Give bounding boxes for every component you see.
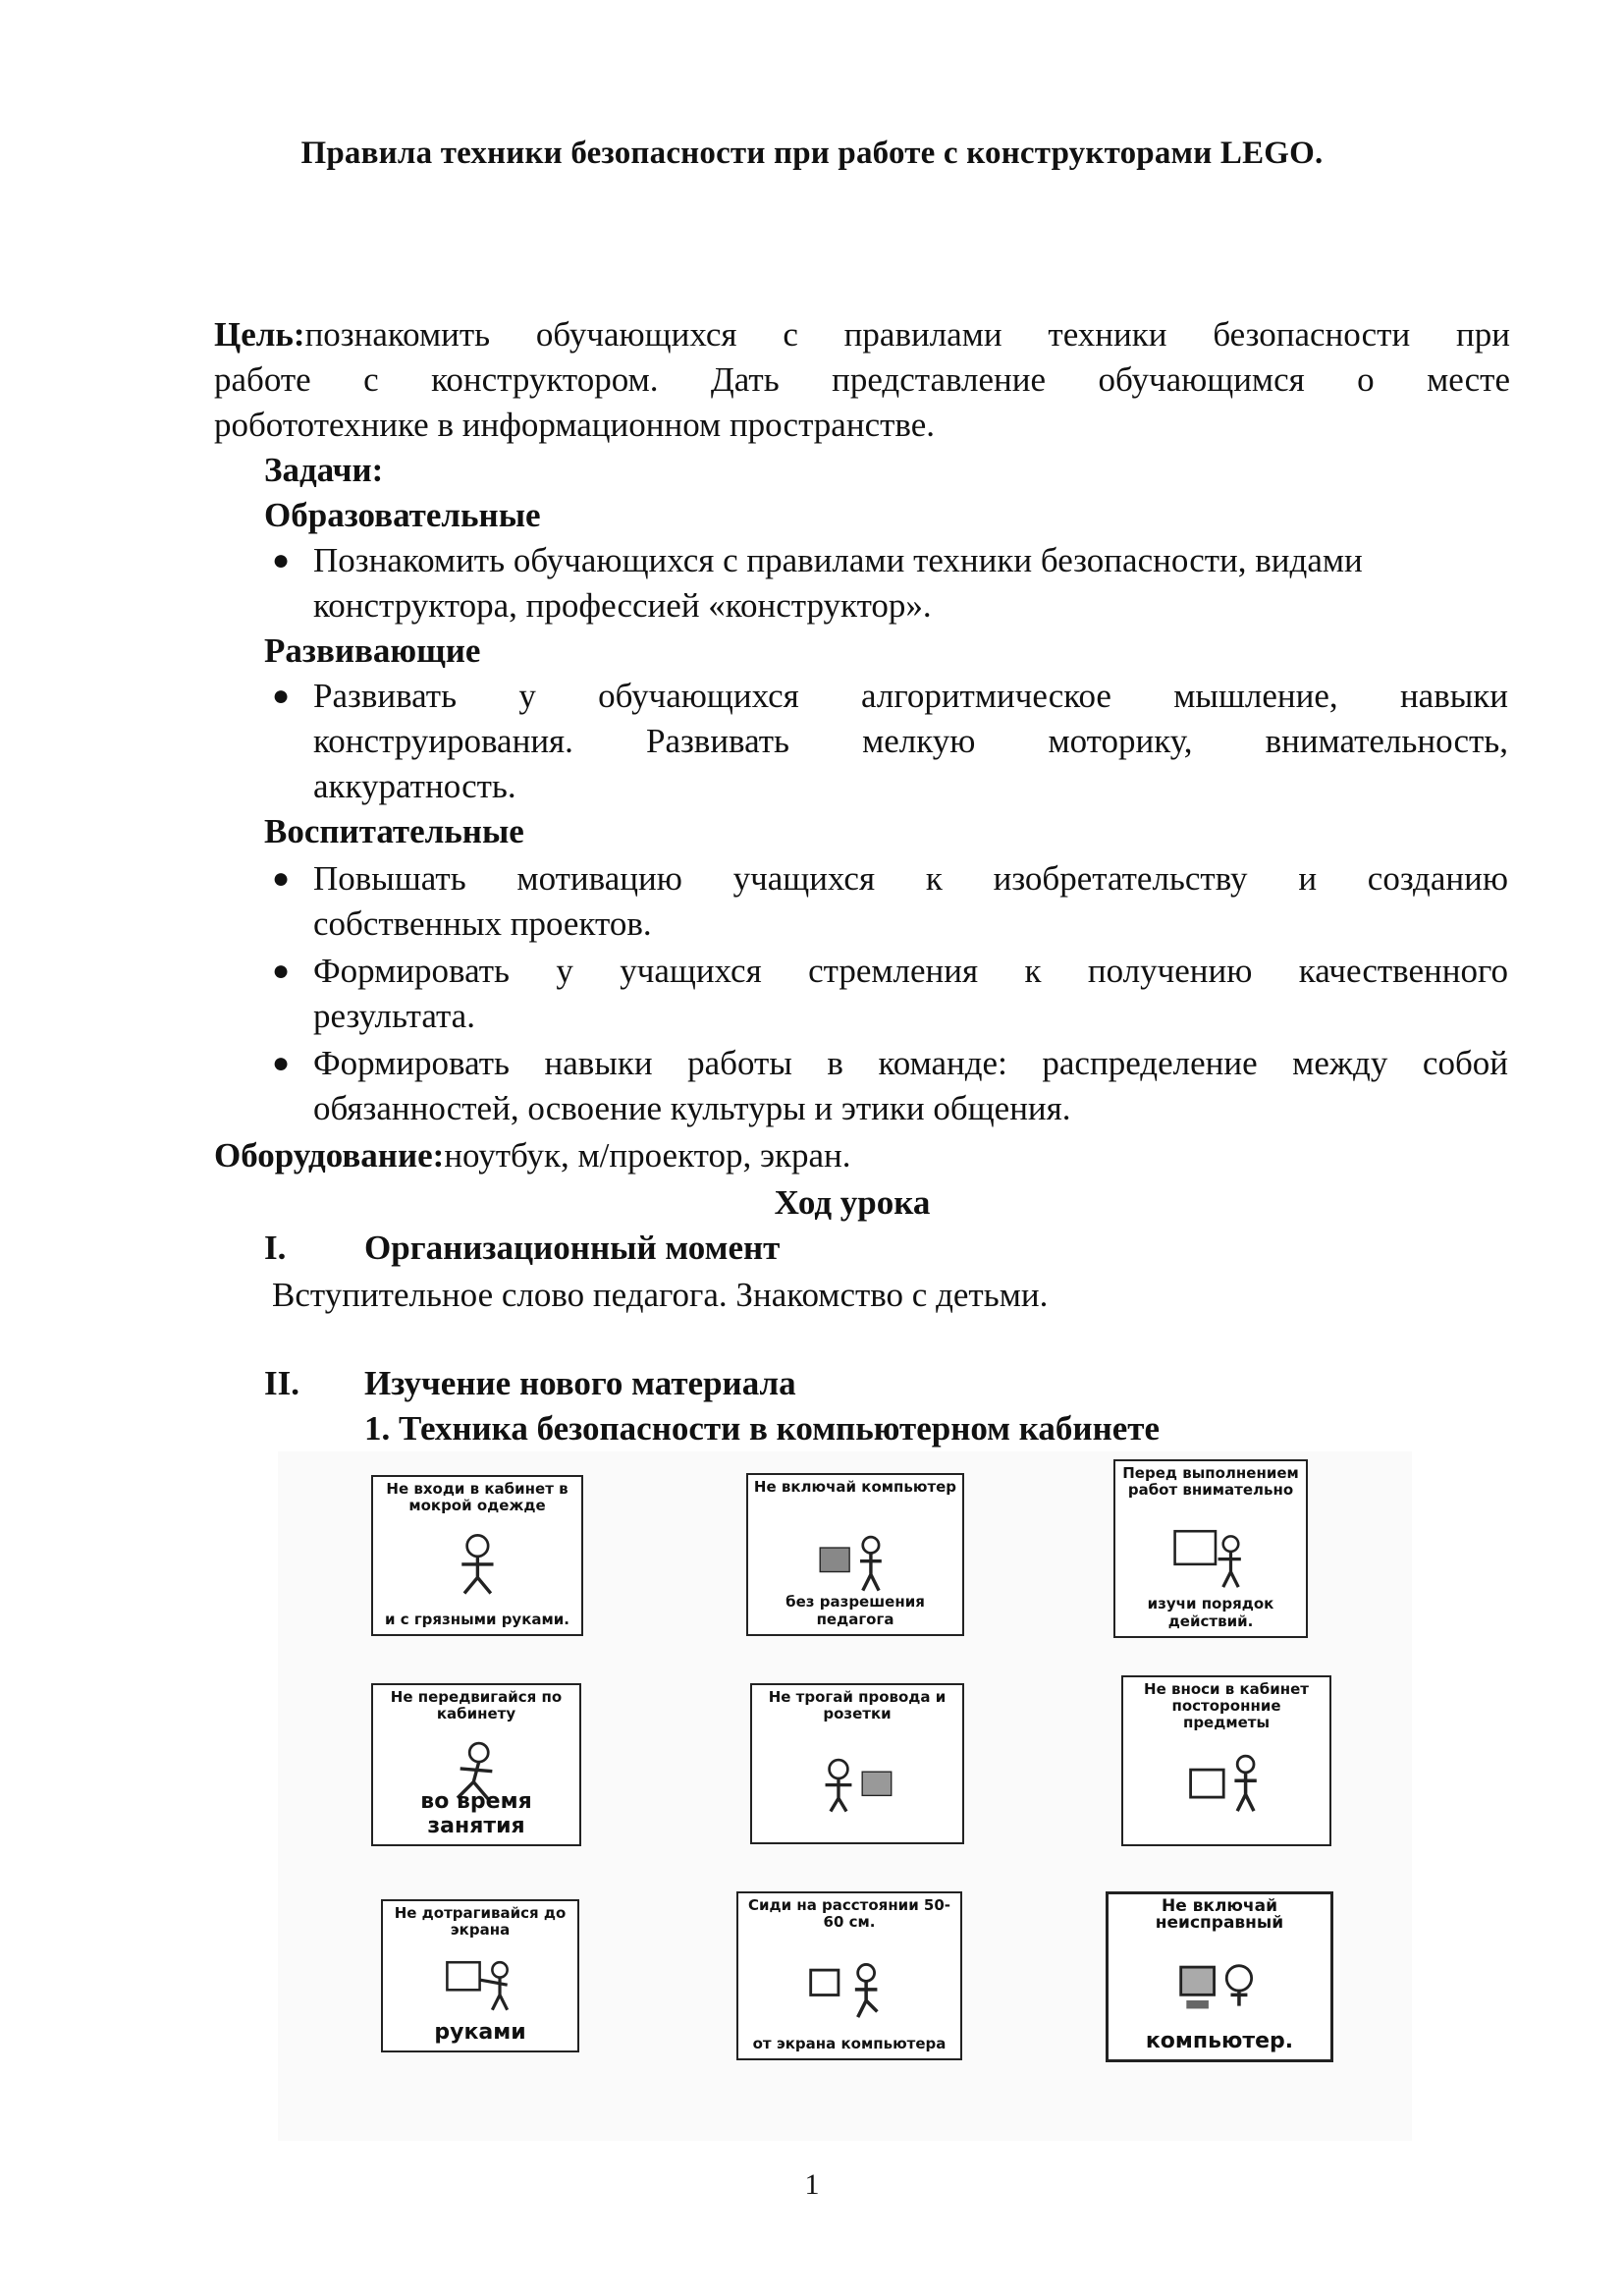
- poster-top-text: Сиди на расстоянии 50-60 см.: [747, 1896, 951, 1931]
- poster-top-text: Не вноси в кабинет посторонние предметы: [1144, 1680, 1309, 1731]
- page-number: 1: [804, 2168, 820, 2201]
- poster-bottom-text: без разрешения педагога: [785, 1593, 925, 1628]
- bullet-line: Познакомить обучающихся с правилами техники безопасности, видами: [313, 541, 1363, 579]
- computer-user-illustration-icon: [812, 1529, 897, 1596]
- stage1-text: Вступительное слово педагога. Знакомство с детьми.: [272, 1276, 1049, 1314]
- stage1-number: I.: [264, 1229, 287, 1267]
- lesson-heading: Ход урока: [774, 1183, 931, 1222]
- poster-top-text: Не передвигайся по кабинету: [390, 1688, 563, 1722]
- bullet-upbringing-1: ● Повышать мотивацию учащихся к изобретательству и созданию собственных проектов.: [272, 856, 1508, 947]
- broken-computer-illustration-icon: [1175, 1953, 1264, 2023]
- screen-touch-illustration-icon: [441, 1952, 518, 2015]
- bullet-upbringing-3: ● Формировать навыки работы в команде: распределение между собой обязанностей, освоение культуры и этики общения.: [272, 1041, 1508, 1131]
- section-heading-upbringing: Воспитательные: [264, 812, 524, 850]
- poster-distance: [736, 1891, 962, 2060]
- goal-label: Цель:: [214, 315, 305, 354]
- poster-no-touch-screen: [381, 1899, 579, 2052]
- teacher-board-illustration-icon: [1172, 1521, 1249, 1595]
- person-illustration-icon: [436, 1530, 519, 1596]
- objects-illustration-icon: [1185, 1747, 1268, 1817]
- bullet-line: конструирования. Развивать мелкую моторику, внимательность,: [313, 722, 1508, 760]
- bullet-line: собственных проектов.: [313, 904, 652, 943]
- goal-text-1: познакомить обучающихся с правилами техники безопасности при: [304, 315, 1510, 354]
- bullet-line: обязанностей, освоение культуры и этики общения.: [313, 1089, 1071, 1127]
- stage1-title: Организационный момент: [364, 1229, 781, 1267]
- document-title: Правила техники безопасности при работе с конструкторами LEGO.: [300, 136, 1324, 171]
- poster-no-computer-start: [746, 1473, 964, 1636]
- bullet-educational-1: ● Познакомить обучающихся с правилами техники безопасности, видами конструктора, профессией «конструктор».: [272, 538, 1505, 629]
- goal-line-1: [214, 312, 1510, 357]
- poster-bottom-text: руками: [434, 2020, 526, 2045]
- tasks-heading: Задачи:: [264, 451, 384, 489]
- bullet-line: конструктора, профессией «конструктор».: [313, 586, 932, 625]
- bullet-line: Формировать у учащихся стремления к получению качественного: [313, 952, 1508, 990]
- stage2-number: II.: [264, 1364, 299, 1402]
- poster-top-text: Не входи в кабинет в мокрой одежде: [386, 1480, 568, 1514]
- poster-bottom-text: компьютер.: [1145, 2029, 1294, 2053]
- poster-top-text: Не включай неисправный: [1155, 1896, 1284, 1933]
- poster-wet-clothes: [371, 1475, 583, 1636]
- bullet-line: Развивать у обучающихся алгоритмическое мышление, навыки: [313, 677, 1508, 715]
- equipment-text: ноутбук, м/проектор, экран.: [444, 1136, 851, 1175]
- poster-top-text: Не дотрагивайся до экрана: [394, 1904, 567, 1939]
- equipment-line: [214, 1133, 850, 1178]
- poster-bottom-text: во время занятия: [420, 1789, 532, 1838]
- bullet-developing-1: ● Развивать у обучающихся алгоритмическое мышление, навыки конструирования. Развивать мелкую моторику, внимательность, аккуратность.: [272, 674, 1508, 809]
- bullet-line: Повышать мотивацию учащихся к изобретательству и созданию: [313, 859, 1508, 898]
- wires-illustration-icon: [815, 1748, 899, 1814]
- section-heading-developing: Развивающие: [264, 631, 481, 670]
- bullet-line: результата.: [313, 997, 475, 1035]
- section-heading-educational: Образовательные: [264, 496, 541, 534]
- stage2-title: Изучение нового материала: [364, 1364, 796, 1402]
- poster-top-text: Не включай компьютер: [753, 1478, 957, 1496]
- poster-bottom-text: от экрана компьютера: [752, 2035, 947, 2052]
- poster-no-moving: [371, 1683, 581, 1846]
- goal-line-3: робототехнике в информационном пространстве.: [214, 406, 936, 444]
- poster-broken-computer: [1106, 1891, 1333, 2062]
- stage2-subtitle: 1. Техника безопасности в компьютерном кабинете: [364, 1409, 1161, 1448]
- goal-line-2: работе с конструктором. Дать представление обучающимся о месте: [214, 360, 1510, 399]
- poster-top-text: Перед выполнением работ внимательно: [1122, 1464, 1299, 1499]
- bullet-upbringing-2: ● Формировать у учащихся стремления к получению качественного результата.: [272, 949, 1508, 1039]
- sitting-distance-illustration-icon: [805, 1956, 893, 2026]
- equipment-label: Оборудование:: [214, 1136, 445, 1175]
- poster-no-foreign-objects: [1121, 1675, 1331, 1846]
- poster-top-text: Не трогай провода и розетки: [768, 1688, 947, 1722]
- poster-no-wires: [750, 1683, 964, 1844]
- poster-study-procedure: [1113, 1459, 1308, 1638]
- bullet-line: Формировать навыки работы в команде: распределение между собой: [313, 1044, 1508, 1082]
- poster-bottom-text: и с грязными руками.: [385, 1611, 569, 1628]
- poster-bottom-text: изучи порядок действий.: [1147, 1595, 1274, 1630]
- bullet-line: аккуратность.: [313, 767, 516, 805]
